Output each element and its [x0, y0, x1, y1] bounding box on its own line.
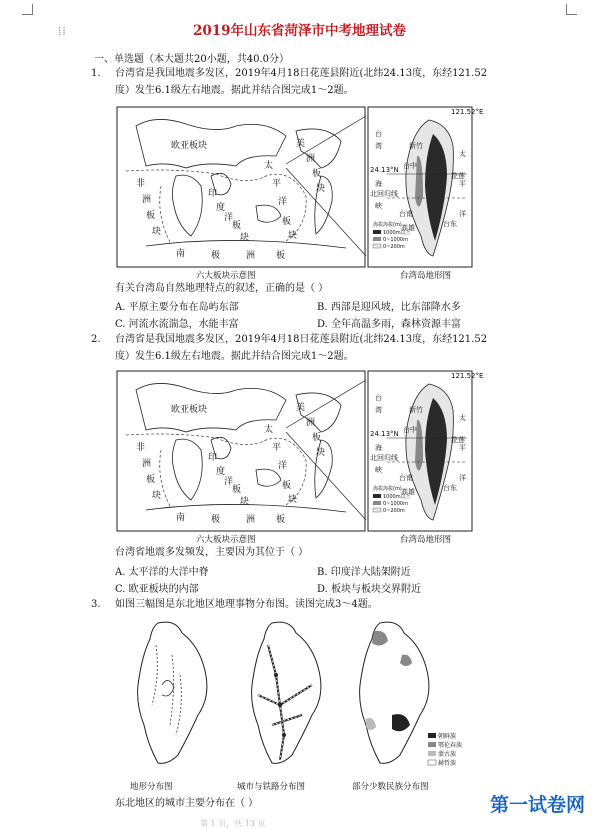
- question-number: 3.: [91, 599, 101, 610]
- figure-caption: 台湾岛地形图: [400, 271, 452, 281]
- svg-text:洋: 洋: [459, 210, 466, 218]
- svg-text:板: 板: [312, 169, 322, 179]
- option-c[interactable]: C. 欧亚板块的内部: [115, 584, 199, 595]
- question-stem: 台湾省是我国地震多发区，2019年4月18日花莲县附近(北纬24.13度，东经121.52: [115, 68, 488, 79]
- question-prompt: 台湾省地震多发频发，主要因为其位于（ ）: [115, 547, 309, 558]
- city-railway-map-figure: [232, 615, 332, 780]
- svg-text:太: 太: [459, 414, 466, 422]
- svg-text:太: 太: [264, 425, 274, 435]
- svg-text:板: 板: [282, 217, 292, 227]
- latitude-label: 24.13°N: [370, 166, 399, 174]
- legend-label: 蒙古族: [438, 751, 457, 758]
- svg-text:花莲: 花莲: [451, 436, 465, 444]
- svg-text:台中: 台中: [403, 426, 417, 434]
- page-corner-mark: [22, 4, 33, 15]
- page-footer: 第 1 页，共 13 页: [200, 819, 266, 828]
- figure-caption: 台湾岛地形图: [400, 535, 452, 545]
- svg-text:峡: 峡: [375, 466, 382, 474]
- svg-text:欧亚板块: 欧亚板块: [171, 405, 208, 415]
- svg-text:板: 板: [276, 515, 286, 525]
- svg-text:北回归线: 北回归线: [370, 454, 398, 462]
- svg-text:南: 南: [176, 513, 186, 523]
- svg-text:0~200m: 0~200m: [383, 508, 405, 514]
- svg-text:块: 块: [288, 231, 298, 241]
- question-prompt: 东北地区的城市主要分布在（ ）: [115, 798, 259, 809]
- svg-text:台: 台: [375, 130, 382, 138]
- svg-text:极: 极: [211, 515, 221, 525]
- option-d[interactable]: D. 全年高温多雨，森林资源丰富: [317, 319, 462, 330]
- question-1: [91, 65, 535, 99]
- svg-text:海拔海拔(m): 海拔海拔(m): [373, 222, 402, 228]
- svg-text:1000m以上: 1000m以上: [383, 230, 411, 236]
- page-corner-mark: [566, 4, 577, 15]
- svg-text:峡: 峡: [375, 202, 382, 210]
- svg-text:海: 海: [375, 180, 382, 188]
- svg-text:洲: 洲: [246, 251, 256, 261]
- longitude-label: 121.52°E: [451, 372, 484, 380]
- svg-text:非: 非: [136, 179, 146, 189]
- question-stem: 度）发生6.1级左右地震。据此并结合图完成1～2题。: [115, 85, 354, 96]
- svg-text:太: 太: [459, 150, 466, 158]
- option-a[interactable]: A. 平原主要分布在岛屿东部: [115, 302, 239, 313]
- option-b[interactable]: B. 印度洋大陆架附近: [317, 567, 411, 578]
- drag-handle-icon[interactable]: ⁞⁞: [58, 24, 67, 38]
- svg-text:度: 度: [216, 203, 226, 213]
- svg-text:欧亚板块: 欧亚板块: [171, 141, 208, 151]
- svg-text:块: 块: [240, 497, 250, 507]
- svg-text:洋: 洋: [459, 474, 466, 482]
- svg-text:南: 南: [176, 249, 186, 259]
- svg-text:0~200m: 0~200m: [383, 244, 405, 250]
- longitude-label: 121.52°E: [451, 108, 484, 116]
- svg-text:洋: 洋: [224, 477, 234, 487]
- svg-text:海拔海拔(m): 海拔海拔(m): [373, 486, 402, 492]
- svg-text:台东: 台东: [443, 484, 457, 492]
- svg-text:平: 平: [272, 443, 282, 453]
- svg-text:块: 块: [152, 227, 162, 237]
- svg-text:太: 太: [264, 161, 274, 171]
- question-3: [91, 596, 535, 613]
- question-number: 2.: [91, 334, 101, 345]
- figure-caption: 城市与铁路分布图: [237, 782, 306, 792]
- legend-label: 鄂伦春族: [438, 742, 463, 749]
- svg-text:极: 极: [211, 251, 221, 261]
- taiwan-map-figure: [367, 370, 484, 532]
- svg-text:印: 印: [208, 189, 218, 199]
- option-d[interactable]: D. 板块与板块交界附近: [317, 584, 422, 595]
- page-title: 2019年山东省菏泽市中考地理试卷: [192, 23, 407, 39]
- svg-text:台东: 台东: [443, 220, 457, 228]
- svg-text:1000m以上: 1000m以上: [383, 494, 411, 500]
- svg-text:湾: 湾: [375, 142, 382, 150]
- question-2: [91, 331, 535, 365]
- svg-text:高雄: 高雄: [401, 224, 415, 232]
- svg-text:高雄: 高雄: [401, 488, 415, 496]
- svg-text:洋: 洋: [278, 197, 288, 207]
- svg-text:台南: 台南: [399, 474, 413, 482]
- svg-text:花莲: 花莲: [451, 172, 465, 180]
- figure-caption: 部分少数民族分布图: [352, 782, 429, 792]
- svg-text:板: 板: [232, 221, 242, 231]
- option-a[interactable]: A. 太平洋的大洋中脊: [115, 567, 209, 578]
- svg-text:新竹: 新竹: [409, 406, 423, 414]
- svg-text:平: 平: [459, 180, 466, 188]
- figure-caption: 地形分布图: [130, 782, 173, 792]
- svg-text:湾: 湾: [375, 406, 382, 414]
- svg-text:海: 海: [375, 444, 382, 452]
- svg-text:板: 板: [276, 251, 286, 261]
- ethnic-groups-map-figure: [340, 615, 470, 780]
- svg-text:洲: 洲: [306, 418, 316, 428]
- svg-text:新竹: 新竹: [409, 142, 423, 150]
- svg-text:块: 块: [152, 491, 162, 501]
- svg-text:板: 板: [232, 485, 242, 495]
- plates-map-figure: [116, 106, 366, 268]
- taiwan-map-figure: [367, 106, 484, 268]
- svg-text:美: 美: [296, 139, 306, 149]
- svg-text:洲: 洲: [306, 154, 316, 164]
- legend-label: 朝鲜族: [438, 733, 457, 740]
- svg-text:北回归线: 北回归线: [370, 190, 398, 198]
- svg-text:平: 平: [272, 179, 282, 189]
- svg-text:板: 板: [282, 481, 292, 491]
- terrain-map-figure: [118, 615, 218, 780]
- question-number: 1.: [91, 68, 101, 79]
- svg-text:美: 美: [296, 403, 306, 413]
- svg-text:洋: 洋: [224, 213, 234, 223]
- watermark-stamp: 第一试卷网: [489, 794, 585, 816]
- svg-text:度: 度: [216, 467, 226, 477]
- svg-text:洋: 洋: [278, 461, 288, 471]
- svg-text:块: 块: [288, 495, 298, 505]
- svg-text:印: 印: [208, 453, 218, 463]
- legend-label: 赫哲族: [438, 760, 457, 767]
- svg-text:块: 块: [316, 184, 326, 194]
- svg-text:洲: 洲: [142, 195, 152, 205]
- plates-map-figure: [116, 370, 366, 532]
- svg-text:台南: 台南: [399, 210, 413, 218]
- option-b[interactable]: B. 西部是迎风坡，比东部降水多: [317, 302, 461, 313]
- svg-text:板: 板: [312, 433, 322, 443]
- svg-text:板: 板: [146, 475, 156, 485]
- question-prompt: 有关台湾岛自然地理特点的叙述，正确的是（ ）: [115, 283, 329, 294]
- svg-text:台中: 台中: [403, 162, 417, 170]
- latitude-label: 24.13°N: [370, 430, 399, 438]
- svg-text:0~1000m: 0~1000m: [383, 237, 408, 243]
- section-heading: 一、单选题（本大题共20小题，共40.0分）: [94, 54, 289, 65]
- option-c[interactable]: C. 河流水流湍急，水能丰富: [115, 319, 239, 330]
- svg-text:洲: 洲: [142, 459, 152, 469]
- svg-text:洲: 洲: [246, 515, 256, 525]
- svg-text:块: 块: [316, 448, 326, 458]
- figure-caption: 六大板块示意图: [196, 271, 256, 281]
- svg-text:非: 非: [136, 443, 146, 453]
- question-stem: 度）发生6.1级左右地震。据此并结合图完成1～2题。: [115, 351, 354, 362]
- svg-text:板: 板: [146, 211, 156, 221]
- svg-text:台: 台: [375, 394, 382, 402]
- question-stem: 台湾省是我国地震多发区，2019年4月18日花莲县附近(北纬24.13度，东经121.52: [115, 334, 488, 345]
- svg-text:0~1000m: 0~1000m: [383, 501, 408, 507]
- svg-text:块: 块: [240, 233, 250, 243]
- figure-caption: 六大板块示意图: [196, 535, 256, 545]
- question-stem: 如图三幅图是东北地区地理事物分布图。读图完成3～4题。: [115, 599, 378, 610]
- svg-text:平: 平: [459, 444, 466, 452]
